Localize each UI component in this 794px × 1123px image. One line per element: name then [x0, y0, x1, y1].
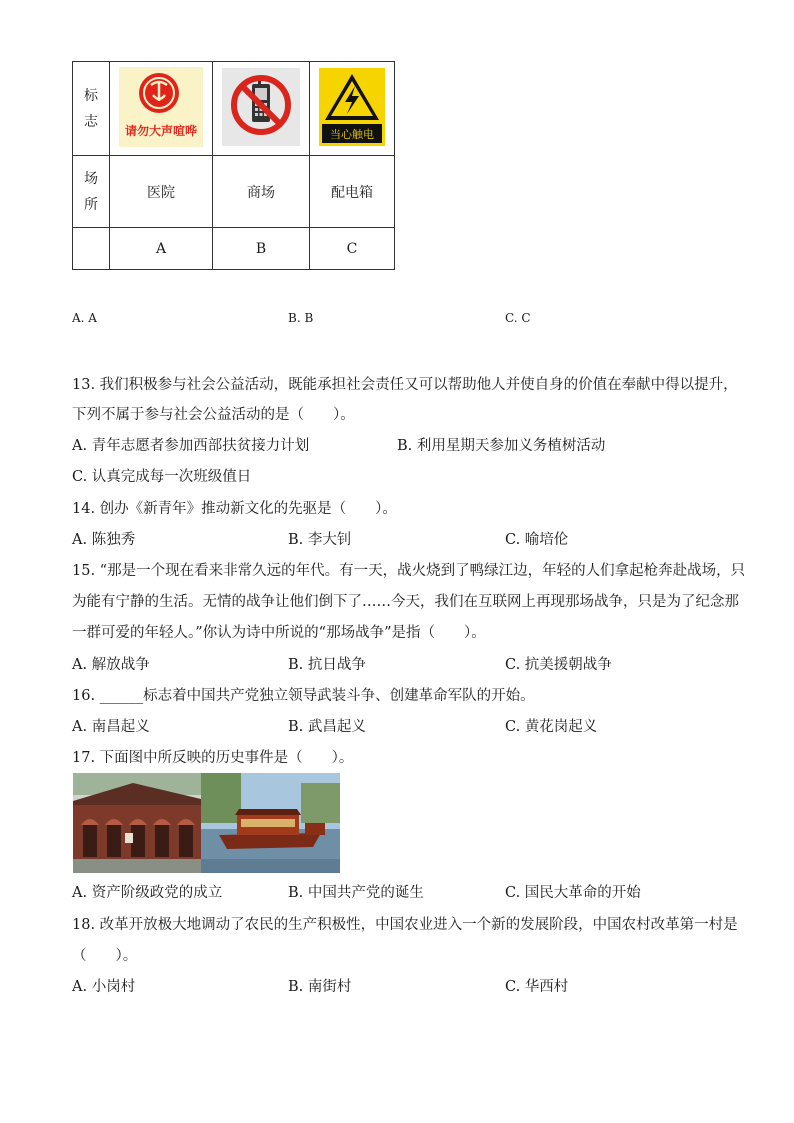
sign-cell-c [310, 62, 395, 156]
sign-caption-a: 请勿大声喧哗 [124, 123, 198, 138]
place-b: 商场 [213, 156, 310, 228]
red-boat-photo [201, 773, 340, 873]
row-header-sign [73, 62, 110, 156]
q13-stem-line1: 13. 我们积极参与社会公益活动，既能承担社会责任又可以帮助他人并使自身的价值在奉献中得以提升， [72, 377, 738, 393]
q18-option-a: A. 小岗村 [72, 979, 136, 995]
q16-option-b: B. 武昌起义 [288, 719, 366, 735]
q14-option-a: A. 陈独秀 [72, 532, 136, 548]
q15-option-b: B. 抗日战争 [288, 657, 366, 673]
letter-a: A [110, 228, 213, 270]
q18-stem-line1: 18. 改革开放极大地调动了农民的生产积极性，中国农业进入一个新的发展阶段，中国农村改革第一村是 [72, 917, 738, 933]
sign-table [72, 61, 395, 270]
q15-option-c: C. 抗美援朝战争 [505, 657, 612, 673]
electric-shock-warning-sign-icon [319, 68, 385, 146]
q13-stem-line2: 下列不属于参与社会公益活动的是（ ）。 [72, 407, 355, 423]
memorial-building-photo [73, 773, 201, 873]
q17-option-b: B. 中国共产党的诞生 [288, 885, 424, 901]
q15-option-a: A. 解放战争 [72, 657, 150, 673]
letter-b: B [213, 228, 310, 270]
no-phone-sign-icon [222, 68, 300, 146]
q16-option-c: C. 黄花岗起义 [505, 719, 598, 735]
empty-cell [73, 228, 110, 270]
q12-option-b: B. B [288, 311, 314, 325]
row-header-char: 标 [84, 87, 98, 104]
q15-stem-line1: 15. “那是一个现在看来非常久远的年代。有一天，战火烧到了鸭绿江边，年轻的人们拿起枪奔赴战场，只 [72, 563, 746, 579]
q14-option-c: C. 喻培伦 [505, 532, 569, 548]
q13-option-c: C. 认真完成每一次班级值日 [72, 469, 252, 485]
row-header-place [73, 156, 110, 228]
sign-cell-b [213, 62, 310, 156]
q16-option-a: A. 南昌起义 [72, 719, 150, 735]
q15-stem-line3: 一群可爱的年轻人。”你认为诗中所说的“那场战争”是指（ ）。 [72, 625, 486, 641]
q17-stem: 17. 下面图中所反映的历史事件是（ ）。 [72, 750, 354, 766]
q15-stem-line2: 为能有宁静的生活。无情的战争让他们倒下了……今天，我们在互联网上再现那场战争，只是为了纪念那 [72, 594, 739, 610]
q12-option-c: C. C [505, 311, 531, 325]
q14-option-b: B. 李大钊 [288, 532, 352, 548]
row-header-char: 场 [84, 170, 98, 187]
q18-stem-line2: （ ）。 [72, 948, 138, 964]
letter-c: C [310, 228, 395, 270]
q17-option-c: C. 国民大革命的开始 [505, 885, 641, 901]
q13-option-a: A. 青年志愿者参加西部扶贫接力计划 [72, 438, 310, 454]
q16-stem: 16. ______标志着中国共产党独立领导武装斗争、创建革命军队的开始。 [72, 688, 535, 704]
q12-option-a: A. A [72, 311, 97, 325]
q17-option-a: A. 资产阶级政党的成立 [72, 885, 223, 901]
q14-stem: 14. 创办《新青年》推动新文化的先驱是（ ）。 [72, 501, 397, 517]
sign-caption-c: 当心触电 [330, 127, 374, 141]
q18-option-b: B. 南街村 [288, 979, 352, 995]
place-a: 医院 [110, 156, 213, 228]
q13-option-b: B. 利用星期天参加义务植树活动 [397, 438, 606, 454]
q18-option-c: C. 华西村 [505, 979, 569, 995]
row-header-char: 所 [84, 196, 98, 213]
row-header-char: 志 [84, 113, 98, 130]
sign-cell-a [110, 62, 213, 156]
place-c: 配电箱 [310, 156, 395, 228]
no-loud-noise-sign-icon [119, 67, 203, 147]
